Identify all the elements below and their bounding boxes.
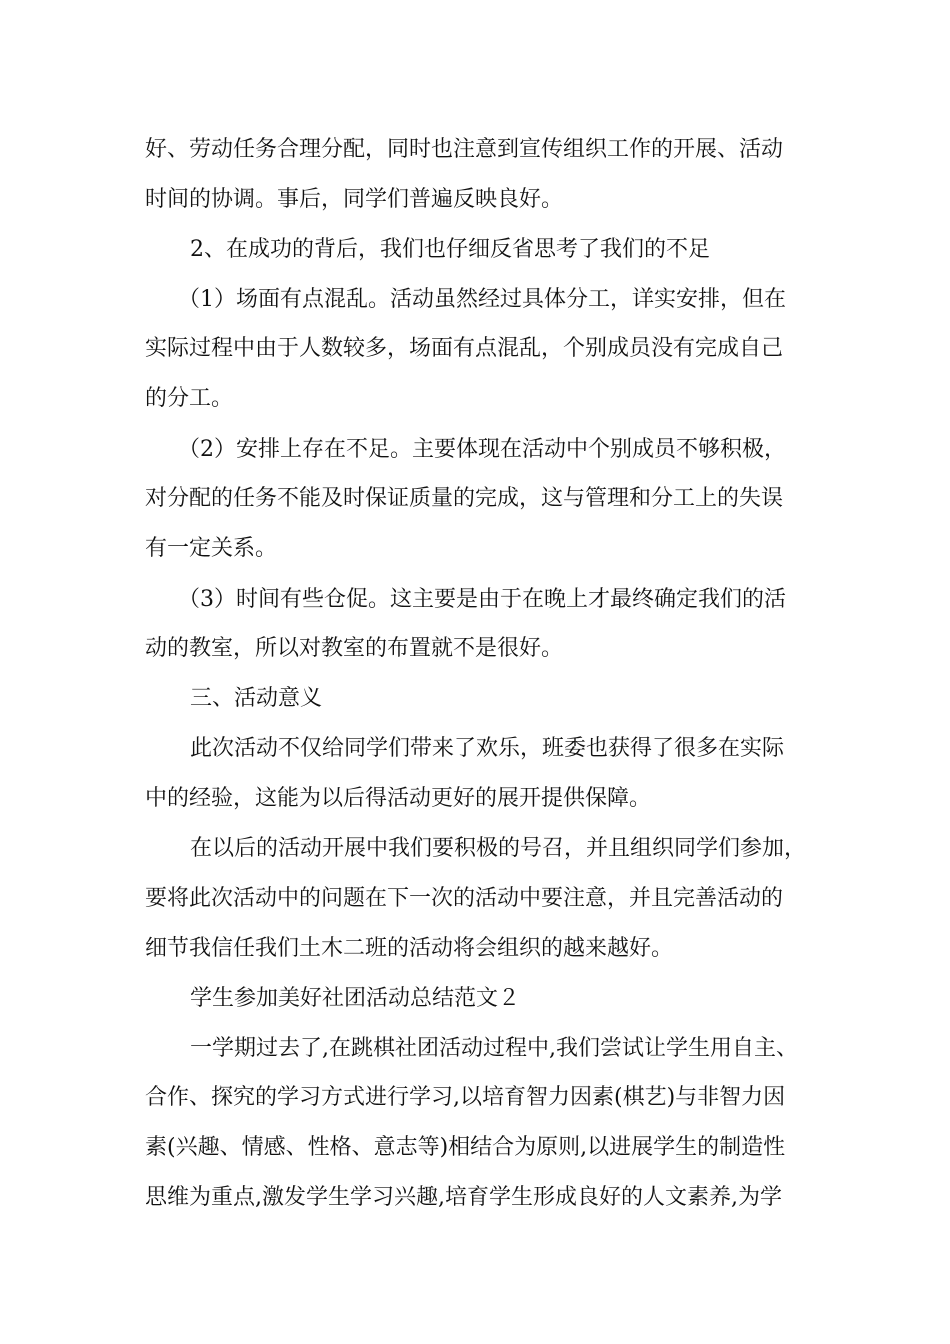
text-line: 此次活动不仅给同学们带来了欢乐，班委也获得了很多在实际: [190, 736, 785, 761]
text-line: 中的经验，这能为以后得活动更好的展开提供保障。: [145, 786, 652, 811]
text-line: 要将此次活动中的问题在下一次的活动中要注意，并且完善活动的: [145, 886, 784, 911]
text-line: 细节我信任我们土木二班的活动将会组织的越来越好。: [145, 936, 674, 961]
text-line: 实际过程中由于人数较多，场面有点混乱，个别成员没有完成自己: [145, 336, 784, 361]
section-heading: 2、在成功的背后，我们也仔细反省思考了我们的不足: [190, 237, 710, 262]
text-line: 在以后的活动开展中我们要积极的号召，并且组织同学们参加，: [190, 836, 807, 861]
text-line: （2）安排上存在不足。主要体现在活动中个别成员不够积极，: [178, 437, 786, 462]
text-line: （3）时间有些仓促。这主要是由于在晚上才最终确定我们的活: [178, 587, 786, 612]
text-line: （1）场面有点混乱。活动虽然经过具体分工，详实安排，但在: [178, 287, 786, 312]
text-line: 一学期过去了,在跳棋社团活动过程中,我们尝试让学生用自主、: [190, 1036, 798, 1061]
text-line: 合作、探究的学习方式进行学习,以培育智力因素(棋艺)与非智力因: [145, 1085, 786, 1110]
text-line: 素(兴趣、情感、性格、意志等)相结合为原则,以进展学生的制造性: [145, 1135, 786, 1160]
text-line: 思维为重点,激发学生学习兴趣,培育学生形成良好的人文素养,为学: [145, 1185, 782, 1210]
text-line: 有一定关系。: [145, 536, 278, 561]
text-line: 对分配的任务不能及时保证质量的完成，这与管理和分工上的失误: [145, 486, 784, 511]
text-line: 动的教室，所以对教室的布置就不是很好。: [145, 636, 564, 661]
section-heading: 学生参加美好社团活动总结范文２: [190, 986, 521, 1011]
text-line: 时间的协调。事后，同学们普遍反映良好。: [145, 187, 564, 212]
text-line: 的分工。: [145, 386, 234, 411]
text-line: 好、劳动任务合理分配，同时也注意到宣传组织工作的开展、活动: [145, 137, 784, 162]
section-heading: 三、活动意义: [190, 686, 323, 711]
